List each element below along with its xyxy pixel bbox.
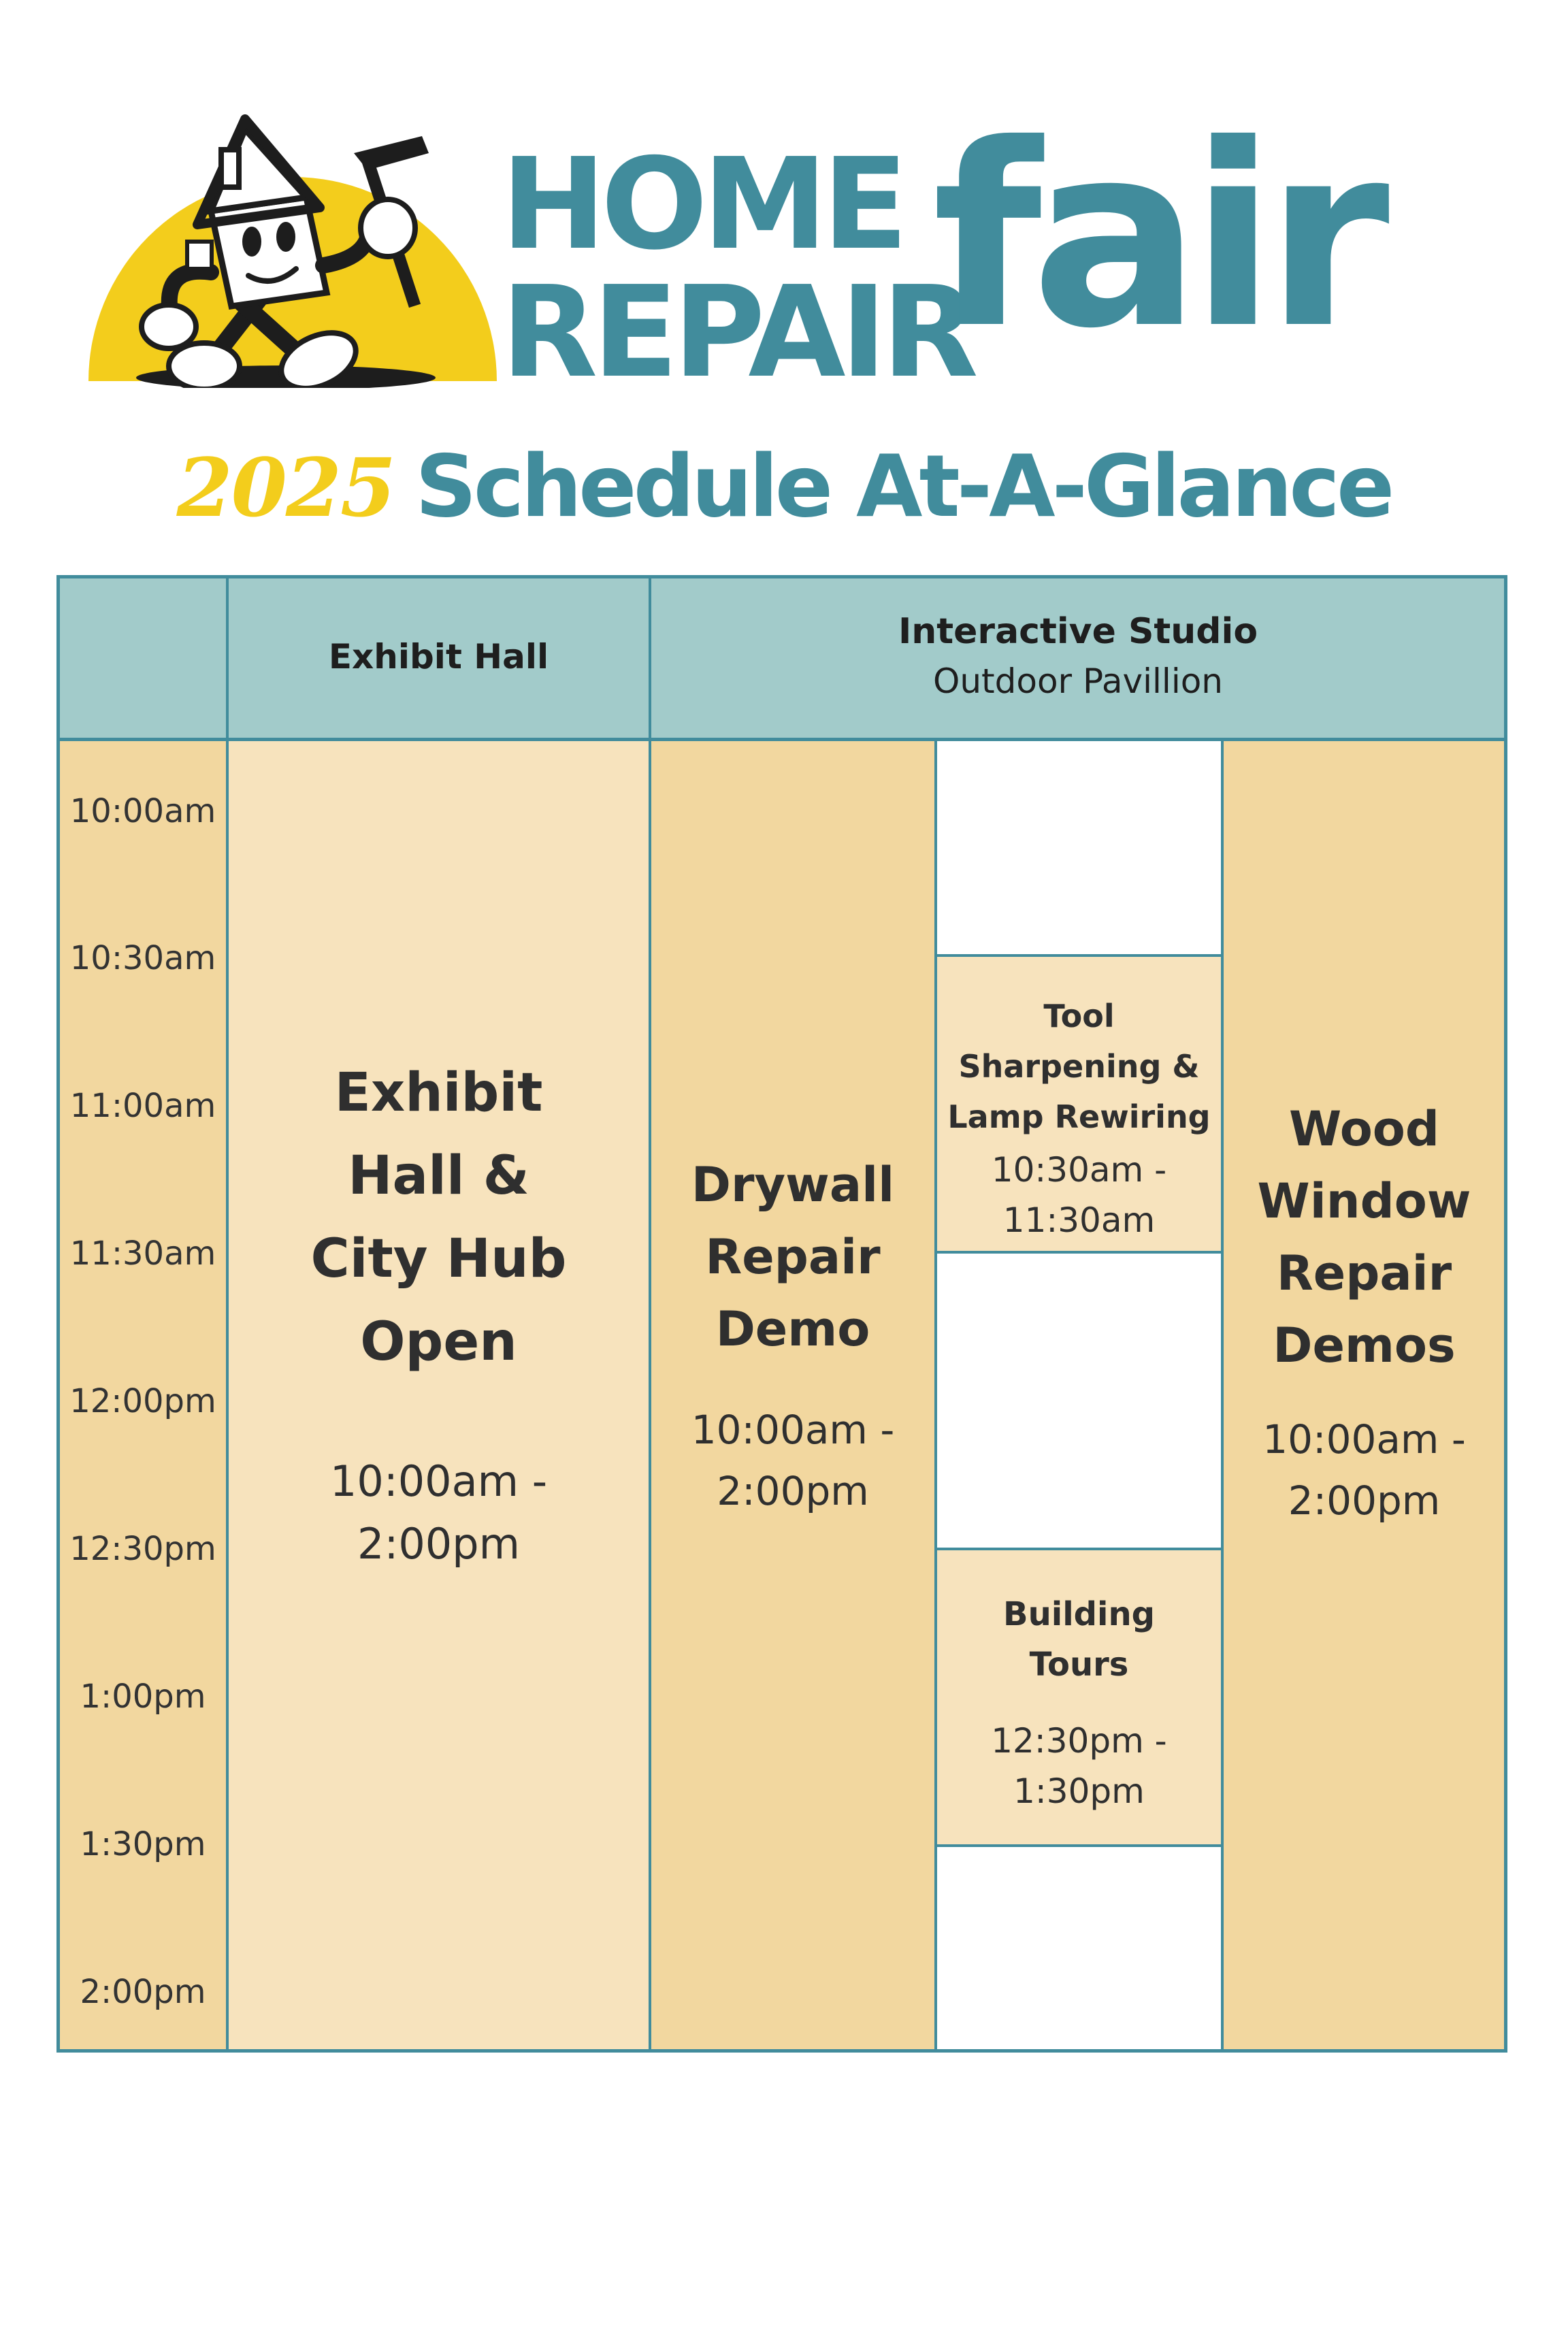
event-tool-sharpening xyxy=(936,991,1222,1245)
event-title-line: Exhibit xyxy=(334,1062,543,1124)
event-time-line: 10:00am - xyxy=(1262,1416,1466,1463)
brand-home-text: HOME xyxy=(501,131,903,278)
event-time-line: 1:30pm xyxy=(1013,1771,1145,1811)
event-title-line: Hall & xyxy=(348,1145,529,1207)
event-time-line: 12:30pm - xyxy=(991,1721,1167,1761)
header-studio-title: Interactive Studio xyxy=(898,611,1258,652)
event-title-line: Demo xyxy=(715,1301,870,1357)
grid-line xyxy=(936,1548,1222,1550)
time-label: 11:30am xyxy=(69,1235,216,1273)
grid-line xyxy=(56,575,1507,578)
event-title-line: City Hub xyxy=(310,1228,567,1290)
grid-line xyxy=(56,738,1507,741)
header-exhibit-hall: Exhibit Hall xyxy=(328,637,549,676)
time-label: 1:30pm xyxy=(80,1825,206,1863)
event-title-line: Tool xyxy=(1043,998,1115,1034)
event-title-line: Tours xyxy=(1029,1646,1129,1684)
event-time-line: 2:00pm xyxy=(357,1519,520,1569)
event-time-line: 2:00pm xyxy=(1288,1477,1441,1524)
event-title-line: Lamp Rewiring xyxy=(947,1098,1211,1135)
event-title-line: Open xyxy=(360,1311,517,1373)
event-time-line: 11:30am xyxy=(1002,1200,1156,1240)
event-title-line: Drywall xyxy=(691,1157,895,1213)
time-label: 10:00am xyxy=(69,792,216,830)
event-time-line: 10:00am - xyxy=(329,1456,548,1506)
headline-year: 2025 xyxy=(176,440,395,535)
event-title-line: Wood xyxy=(1288,1101,1439,1157)
headline-title: Schedule At-A-Glance xyxy=(415,436,1392,536)
grid-line xyxy=(56,2049,1507,2053)
event-title-line: Building xyxy=(1002,1595,1155,1633)
event-drywall-repair xyxy=(650,1149,936,1522)
event-time-line: 2:00pm xyxy=(717,1468,869,1514)
studio-empty-slot-1 xyxy=(936,739,1222,956)
time-label: 12:30pm xyxy=(69,1530,216,1568)
brand-repair-text: REPAIR xyxy=(501,259,973,406)
brand-fair-text: fair xyxy=(932,91,1379,384)
event-exhibit-hall xyxy=(227,1051,650,1575)
time-label: 11:00am xyxy=(69,1087,216,1125)
page-title xyxy=(0,436,1568,538)
event-wood-window-repair xyxy=(1222,1093,1506,1531)
event-title-line: Demos xyxy=(1273,1318,1456,1373)
event-building-tours xyxy=(936,1589,1222,1816)
time-label: 2:00pm xyxy=(80,1973,206,2011)
time-label: 10:30am xyxy=(69,939,216,977)
studio-empty-slot-3 xyxy=(936,1846,1222,2051)
grid-line xyxy=(936,1251,1222,1254)
time-label: 12:00pm xyxy=(69,1382,216,1420)
event-title-line: Repair xyxy=(1276,1245,1452,1301)
grid-line xyxy=(936,1844,1222,1847)
event-title-line: Repair xyxy=(705,1229,881,1285)
grid-line xyxy=(936,954,1222,957)
event-time-line: 10:00am - xyxy=(691,1407,895,1453)
header-studio-subtitle: Outdoor Pavillion xyxy=(932,662,1223,701)
event-title-line: Sharpening & xyxy=(958,1048,1200,1085)
house-mascot-logo xyxy=(82,88,517,388)
event-title-line: Window xyxy=(1257,1173,1471,1229)
event-time-line: 10:30am - xyxy=(991,1150,1167,1190)
time-label: 1:00pm xyxy=(80,1678,206,1716)
studio-empty-slot-2 xyxy=(936,1252,1222,1549)
